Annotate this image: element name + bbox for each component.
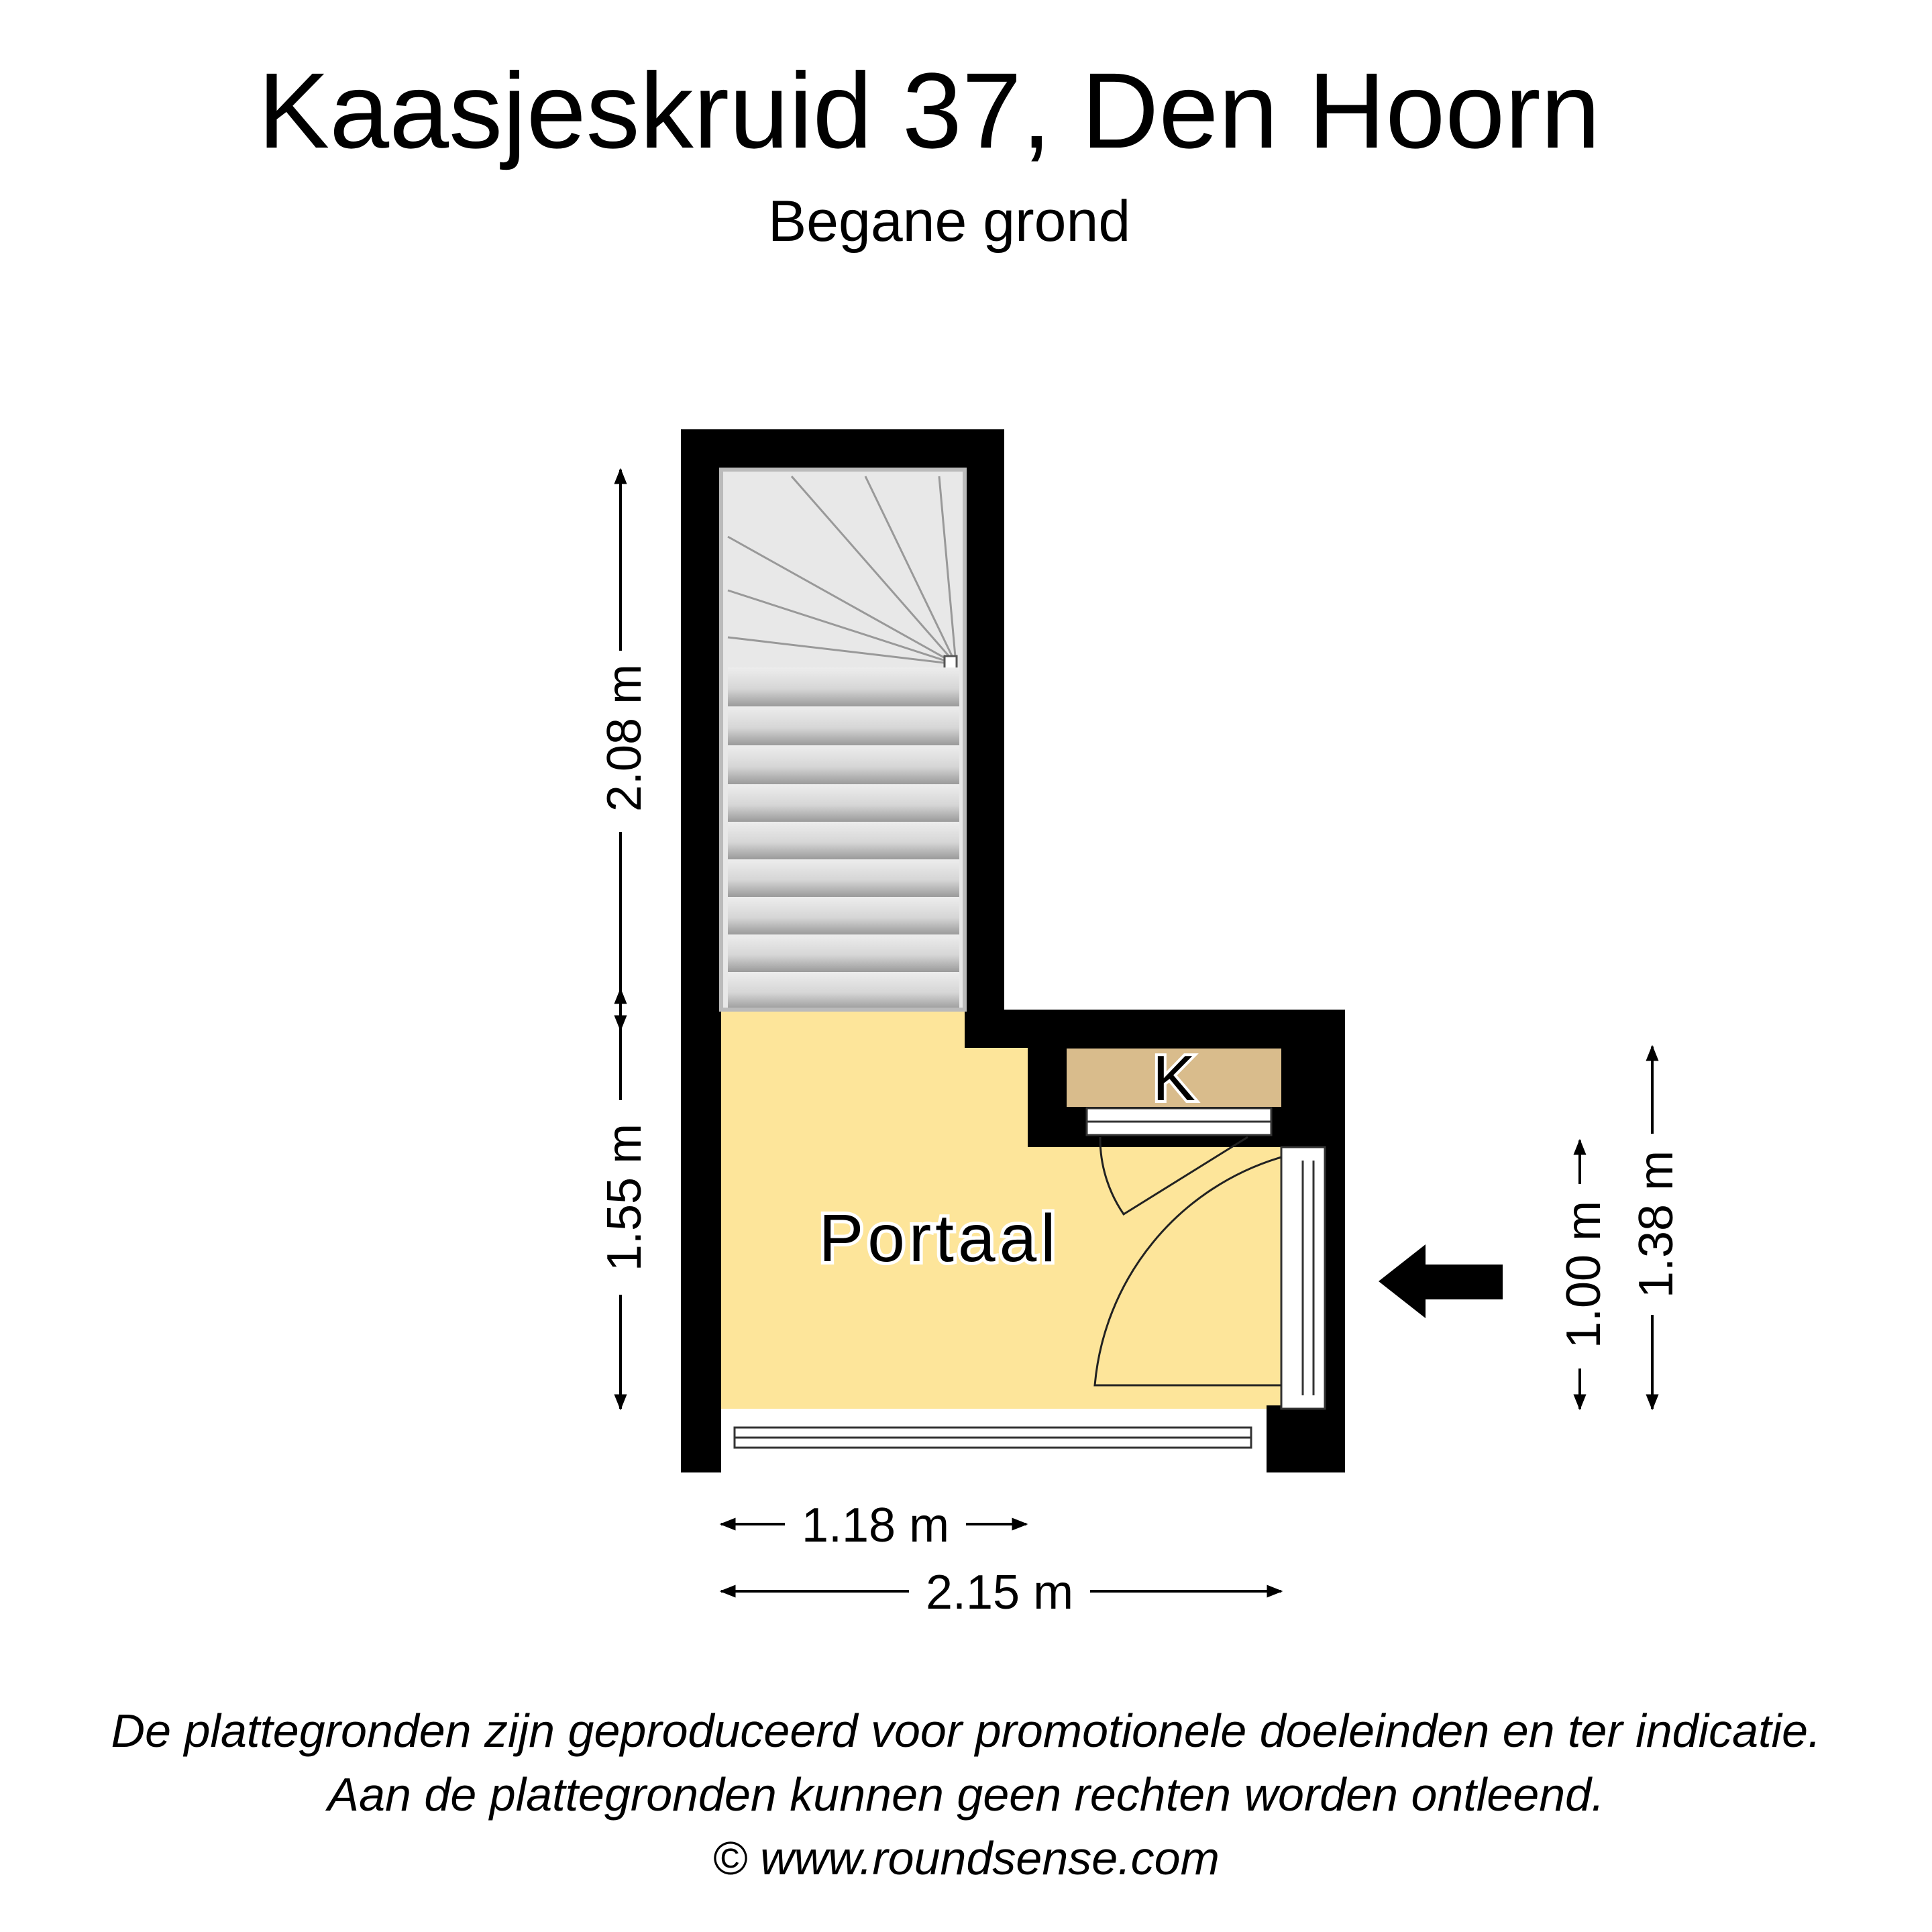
dimension-label-portaal-height: 1.55 m xyxy=(598,1123,651,1272)
dimension-label-stair-height: 2.08 m xyxy=(598,663,651,812)
page-title: Kaasjeskruid 37, Den Hoorn xyxy=(258,50,1601,170)
bottom-right-pillar xyxy=(1267,1405,1345,1472)
dimension-label-bottom-inner: 1.18 m xyxy=(801,1499,950,1552)
entrance-door-frame xyxy=(1281,1147,1325,1409)
disclaimer-line-2: Aan de plattegronden kunnen geen rechten worden ontleend. xyxy=(327,1768,1605,1821)
room-label-portaal: Portaal xyxy=(818,1201,1060,1276)
stair-treads xyxy=(728,667,959,1010)
bottom-window xyxy=(721,1409,1268,1472)
dimension-label-right-height: 1.38 m xyxy=(1629,1150,1683,1299)
floor-subtitle: Begane grond xyxy=(767,189,1131,254)
entrance-arrow-icon xyxy=(1379,1244,1503,1318)
dimension-label-bottom-total: 2.15 m xyxy=(925,1566,1074,1619)
room-label-kast: K xyxy=(1152,1042,1196,1114)
disclaimer-line-1: De plattegronden zijn geproduceerd voor promotionele doeleinden en ter indicatie. xyxy=(111,1705,1821,1757)
copyright-link[interactable]: © www.roundsense.com xyxy=(712,1832,1220,1884)
dimension-label-door-height: 1.00 m xyxy=(1557,1200,1611,1349)
